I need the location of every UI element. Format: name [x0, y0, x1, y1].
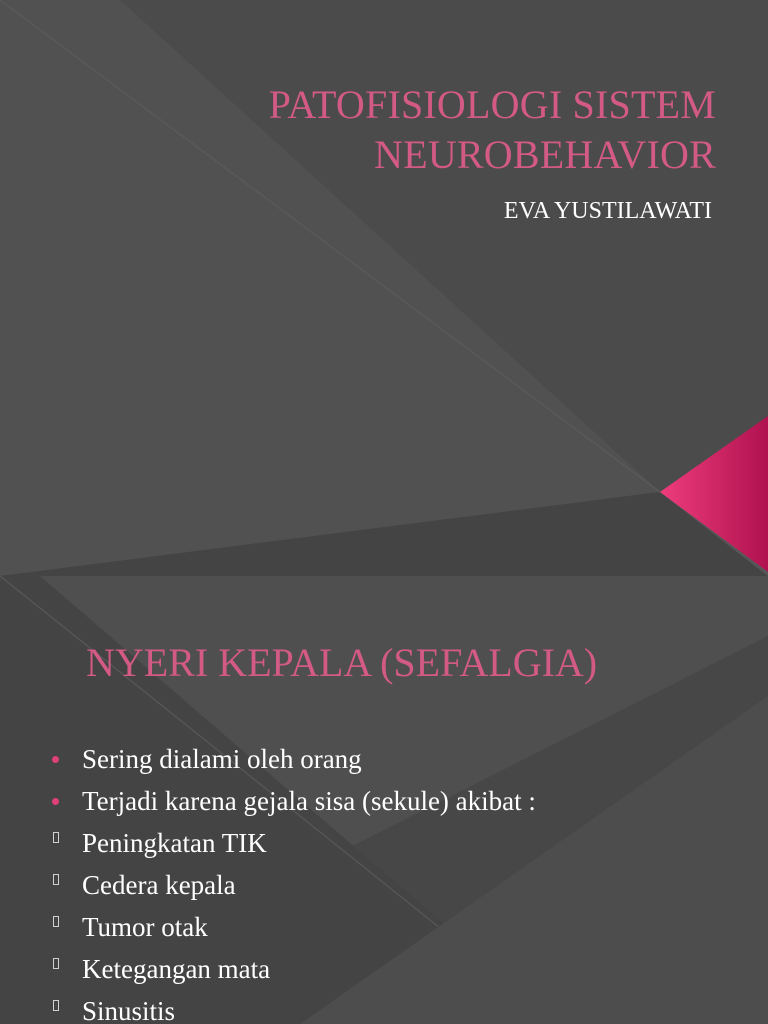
bullet-dot-icon: [52, 798, 59, 805]
bullet-item: Terjadi karena gejala sisa (sekule) akibat :: [46, 780, 536, 822]
title-line-1: PATOFISIOLOGI SISTEM: [268, 82, 716, 127]
bullet-box-icon: [53, 874, 59, 885]
slide-subtitle: EVA YUSTILAWATI: [503, 198, 712, 224]
bullet-box-icon: [53, 958, 59, 969]
title-line-2: NEUROBEHAVIOR: [374, 132, 716, 177]
bullet-list: [46, 738, 536, 1024]
bullet-dot-icon: [52, 756, 59, 763]
bullet-item: Peningkatan TIK: [46, 822, 536, 864]
slide-title: [269, 80, 716, 180]
bullet-item: Sinusitis: [46, 990, 536, 1024]
bullet-item: Cedera kepala: [46, 864, 536, 906]
slide-title: NYERI KEPALA (SEFALGIA): [86, 640, 598, 685]
bullet-item: Tumor otak: [46, 906, 536, 948]
bullet-box-icon: [53, 1000, 59, 1011]
bullet-item: Sering dialami oleh orang: [46, 738, 536, 780]
content-slide: [0, 576, 768, 1024]
bullet-item: Ketegangan mata: [46, 948, 536, 990]
bullet-box-icon: [53, 832, 59, 843]
bullet-box-icon: [53, 916, 59, 927]
